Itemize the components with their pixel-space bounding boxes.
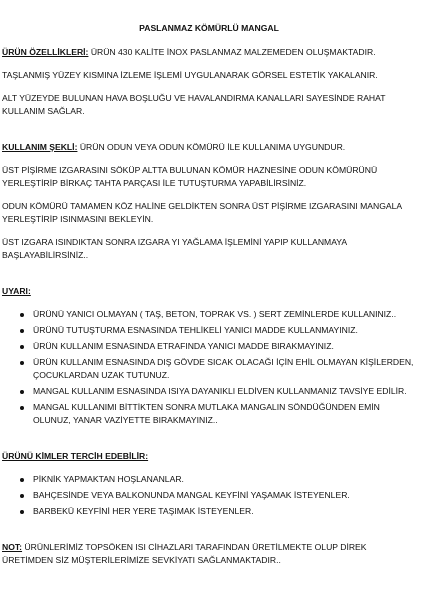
audience-item: PİKNİK YAPMAKTAN HOŞLANANLAR.	[33, 473, 416, 486]
warning-item: ÜRÜN KULLANIM ESNASINDA ETRAFINDA YANICI MADDE BIRAKMAYINIZ.	[33, 340, 416, 353]
spacer	[2, 272, 416, 285]
usage-heading: KULLANIM ŞEKLİ:	[2, 142, 78, 152]
warning-item: ÜRÜN KULLANIM ESNASINDA DIŞ GÖVDE SICAK OLACAĞI İÇİN EHİL OLMAYAN KİŞİLERDEN, ÇOCUKLARDAN UZAK TUTUNUZ.	[33, 356, 416, 382]
warning-item: ÜRÜNÜ TUTUŞTURMA ESNASINDA TEHLİKELİ YANICI MADDE KULLANMAYINIZ.	[33, 324, 416, 337]
warning-heading-line	[2, 285, 416, 298]
usage-paragraph-4: ÜST IZGARA ISINDIKTAN SONRA IZGARA YI YAĞLAMA İŞLEMİNİ YAPIP KULLANMAYA BAŞLAYABİLİRSİNİZ..	[2, 237, 347, 260]
warning-item: MANGAL KULLANIM ESNASINDA ISIYA DAYANIKLI ELDİVEN KULLANMANIZ TAVSİYE EDİLİR.	[33, 385, 416, 398]
usage-paragraph-2: ÜST PİŞİRME IZGARASINI SÖKÜP ALTTA BULUNAN KÖMÜR HAZNESİNE ODUN KÖMÜRÜNÜ YERLEŞTİRİP BİRKAÇ TAHTA PARÇASI İLE TUTUŞTURMA YAPABİLİRSİNİZ.	[2, 165, 378, 188]
document-title: PASLANMAZ KÖMÜRLÜ MANGAL	[139, 23, 279, 33]
features-heading: ÜRÜN ÖZELLİKLERİ:	[2, 47, 89, 57]
warning-list	[2, 308, 416, 427]
usage-lead	[2, 141, 416, 154]
warning-item: MANGAL KULLANIMI BİTTİKTEN SONRA MUTLAKA MANGALIN SÖNDÜĞÜNDEN EMİN OLUNUZ, YANAR VAZİYETTE BIRAKMAYINIZ..	[33, 401, 416, 427]
warning-heading: UYARI:	[2, 286, 31, 296]
features-paragraph-3: ALT YÜZEYDE BULUNAN HAVA BOŞLUĞU VE HAVALANDIRMA KANALLARI SAYESİNDE RAHAT KULLANIM SAĞLAR.	[2, 93, 386, 116]
spacer	[2, 528, 416, 541]
audience-heading: ÜRÜNÜ KİMLER TERCİH EDEBİLİR:	[2, 451, 149, 461]
note-paragraph	[2, 541, 416, 567]
features-lead	[2, 46, 416, 59]
features-lead-text: ÜRÜN 430 KALİTE İNOX PASLANMAZ MALZEMEDEN OLUŞMAKTADIR.	[90, 47, 376, 57]
usage-lead-text: ÜRÜN ODUN VEYA ODUN KÖMÜRÜ İLE KULLANIMA UYGUNDUR.	[79, 142, 346, 152]
audience-heading-line	[2, 450, 416, 463]
features-paragraph-2: TAŞLANMIŞ YÜZEY KISMINA İZLEME İŞLEMİ UYGULANARAK GÖRSEL ESTETİK YAKALANIR.	[2, 70, 378, 80]
spacer	[2, 128, 416, 141]
note-text: ÜRÜNLERİMİZ TOPSÖKEN ISI CİHAZLARI TARAFINDAN ÜRETİLMEKTE OLUP DİREK ÜRETİMDEN SİZ MÜŞTERİLERİMİZE SEVKİYATI SAĞLANMAKTADIR..	[2, 542, 367, 565]
usage-paragraph-3: ODUN KÖMÜRÜ TAMAMEN KÖZ HALİNE GELDİKTEN SONRA ÜST PİŞİRME IZGARASINI MANGALA YERLEŞTİRİP ISINMASINI BEKLEYİN.	[2, 201, 402, 224]
warning-item: ÜRÜNÜ YANICI OLMAYAN ( TAŞ, BETON, TOPRAK VS. ) SERT ZEMİNLERDE KULLANINIZ..	[33, 308, 416, 321]
audience-list	[2, 473, 416, 518]
note-heading: NOT:	[2, 542, 23, 552]
spacer	[2, 437, 416, 450]
audience-item: BAHÇESİNDE VEYA BALKONUNDA MANGAL KEYFİNİ YAŞAMAK İSTEYENLER.	[33, 489, 416, 502]
audience-item: BARBEKÜ KEYFİNİ HER YERE TAŞIMAK İSTEYENLER.	[33, 505, 416, 518]
